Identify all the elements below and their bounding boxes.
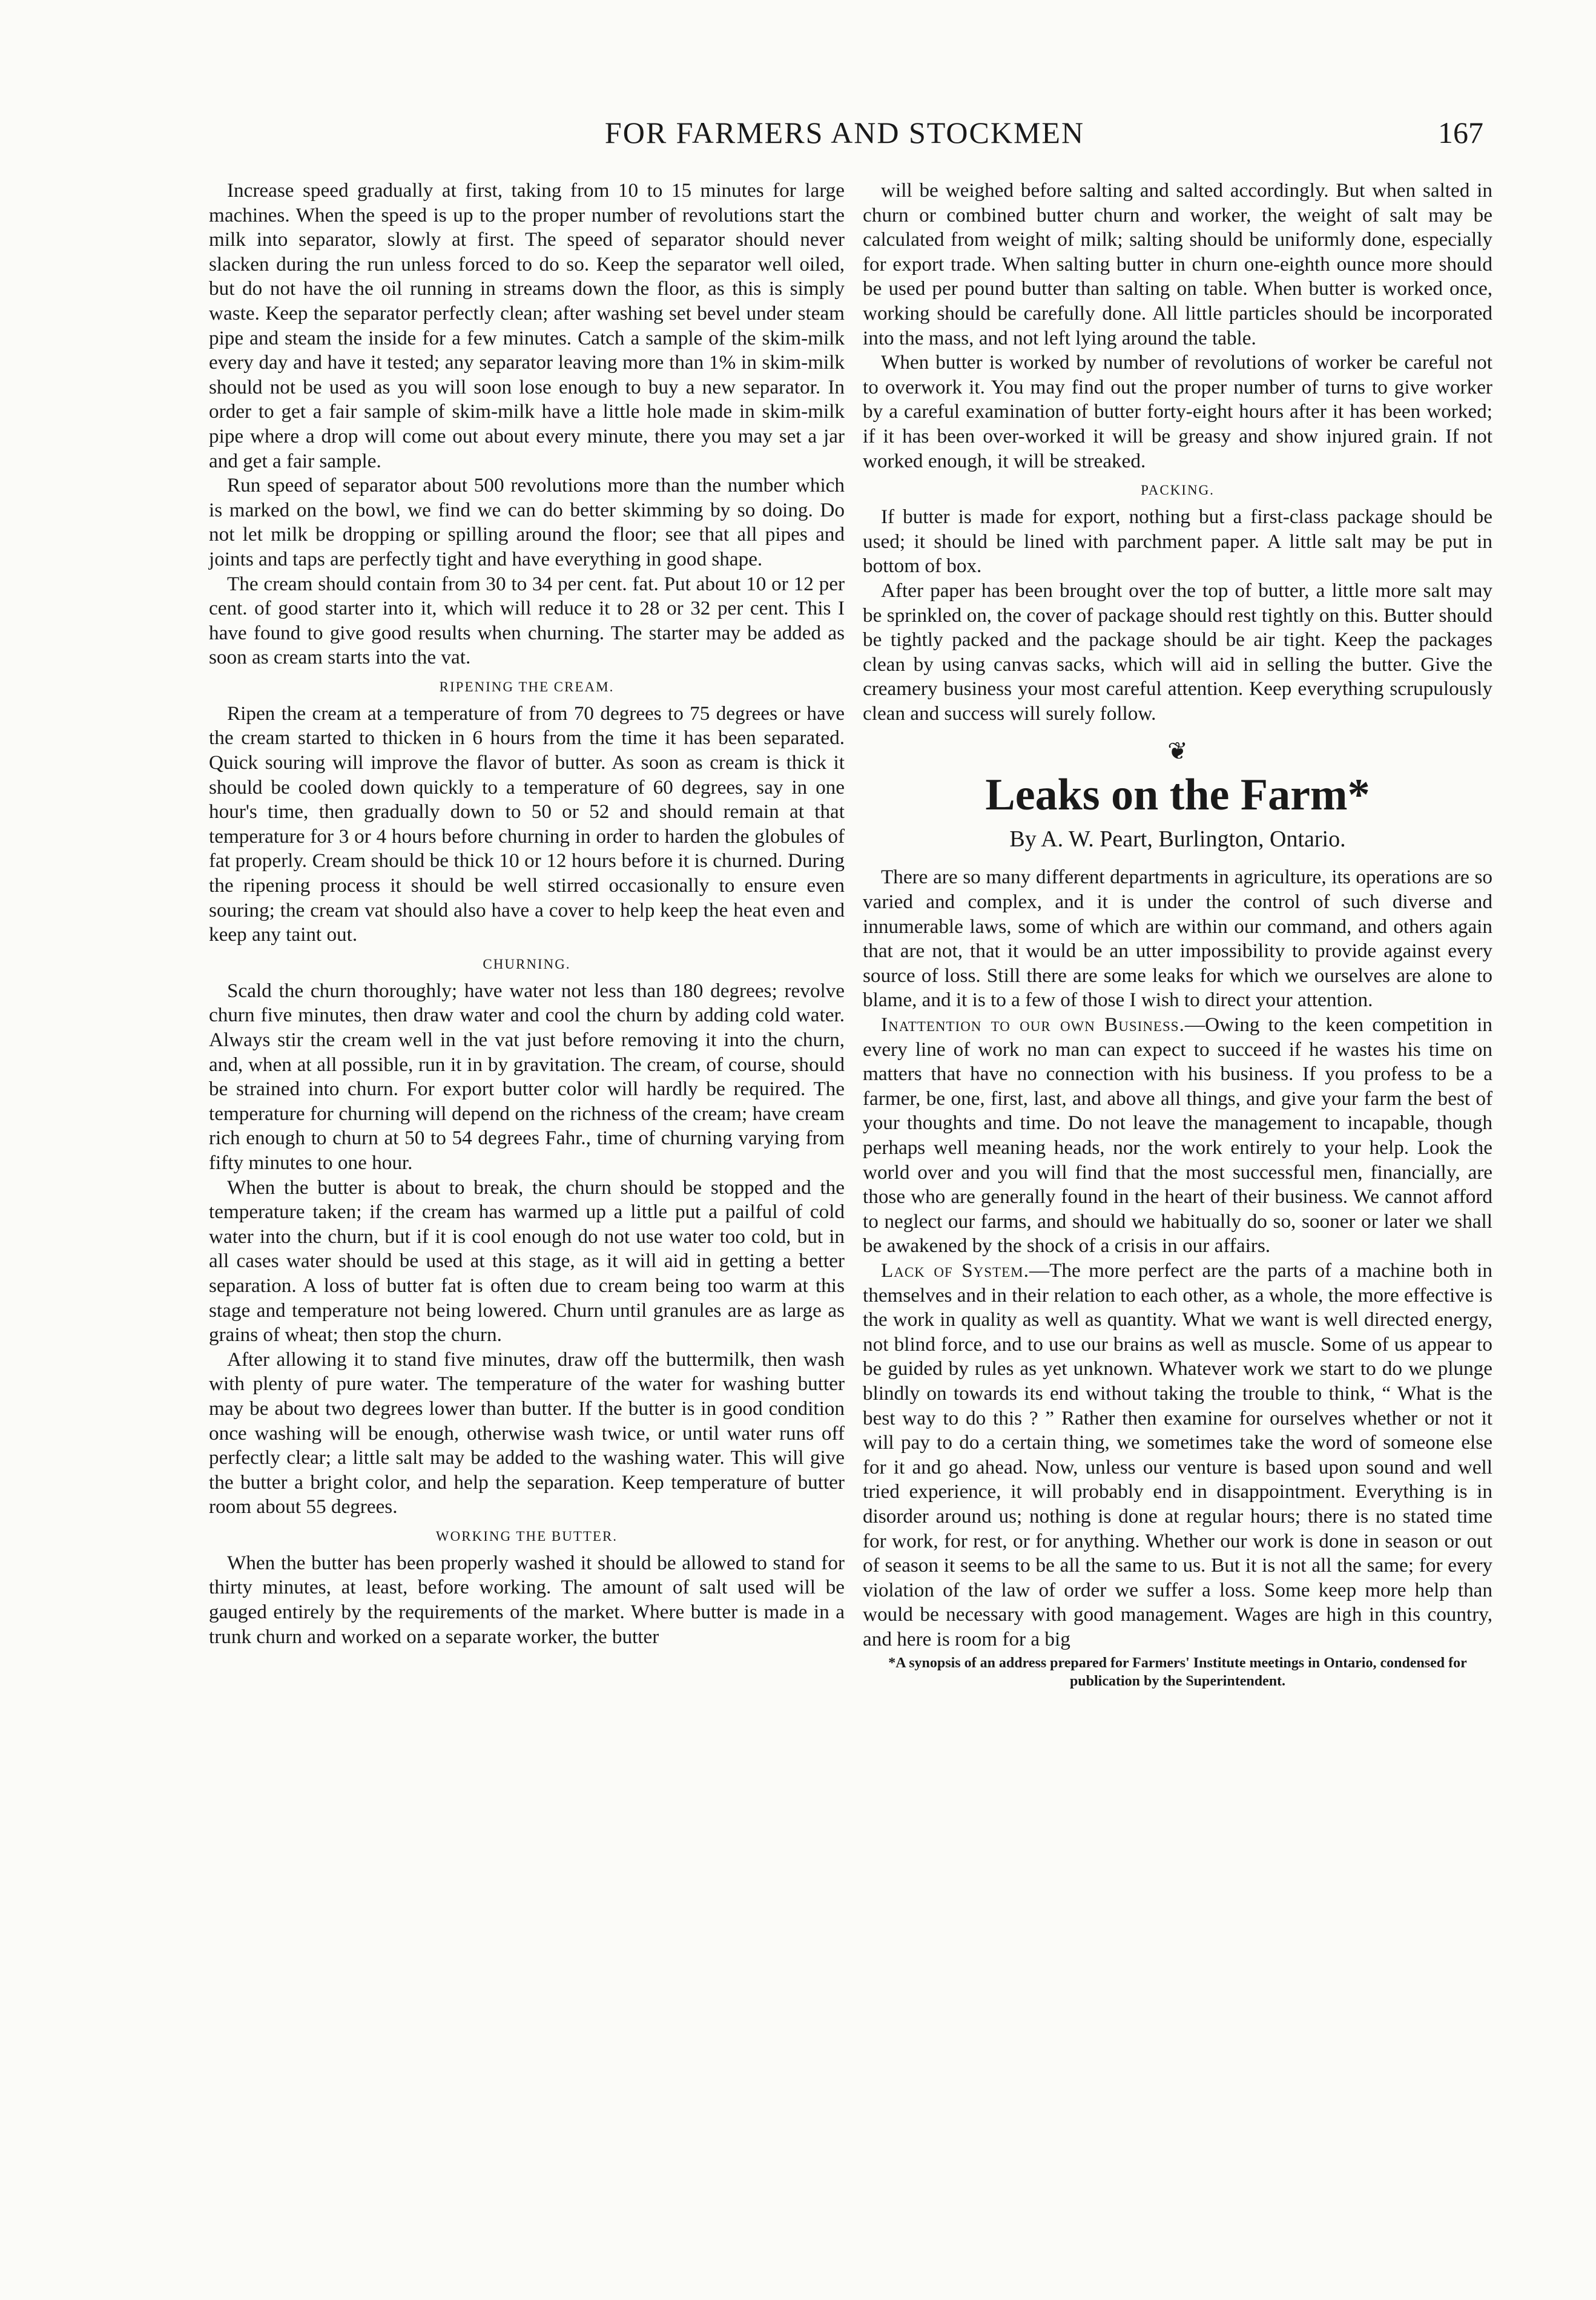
- paragraph: will be weighed before salting and salted accordingly. But when salted in churn or combined butter churn and worker, the weight of salt may be calculated from weight of milk; salting should be uniformly done, especially for export trade. When salting butter in churn one-eighth ounce more should be used per pound butter than salting on table. When butter is worked once, working should be carefully done. All little particles should be incorporated into the mass, and not left lying around the table.: [863, 179, 1492, 349]
- paragraph: After paper has been brought over the top of butter, a little more salt may be sprinkled on, the cover of package should rest tightly on this. Butter should be tightly packed and the package should be air tight. Keep the packages clean by using canvas sacks, which will aid in selling the butter. Give the creamery business your most careful attention. Keep everything scrupulously clean and success will surely follow.: [863, 579, 1492, 725]
- footnote: *A synopsis of an address prepared for Farmers' Institute meetings in Ontario, condensed for publication by the Superintendent.: [888, 1655, 1467, 1690]
- left-column: [209, 179, 845, 1649]
- run-in-heading: Inattention to our own Business.: [881, 1013, 1185, 1036]
- paragraph: Scald the churn thoroughly; have water not less than 180 degrees; revolve churn five minutes, then draw water and cool the churn by adding cold water. Always stir the cream well in the vat just before removing it into the churn, and, when at all possible, run it in by gravitation. The cream, of course, should be strained into churn. For export butter color will hardly be required. The temperature for churning will depend on the richness of the cream; have cream rich enough to churn at 50 to 54 degrees Fahr., time of churning varying from fifty minutes to one hour.: [209, 979, 845, 1174]
- section-ornament-icon: ❦: [1167, 737, 1188, 765]
- paragraph: Increase speed gradually at first, taking from 10 to 15 minutes for large machines. When the speed is up to the proper number of revolutions start the milk into separator, slowly at first. The speed of separator should never slacken during the run unless forced to do so. Keep the separator well oiled, but do not have the oil running in streams down the floor, as this is simply waste. Keep the separator perfectly clean; after washing set bevel under steam pipe and steam the inside for a few minutes. Catch a sample of the skim-milk every day and have it tested; any separator leaving more than 1% in skim-milk should not be used as you will soon lose enough to buy a new separator. In order to get a fair sample of skim-milk have a little hole made in skim-milk pipe where a drop will come out about every minute, there you may set a jar and get a fair sample.: [209, 179, 845, 472]
- paragraph: Ripen the cream at a temperature of from 70 degrees to 75 degrees or have the cream started to thicken in 6 hours from the time it has been separated. Quick souring will improve the flavor of butter. As soon as cream is thick it should be cooled down quickly to a temperature of 60 degrees, say in one hour's time, then gradually down to 50 or 52 and should remain at that temperature for 3 or 4 hours before churning in order to harden the globules of fat properly. Cream should be thick 10 or 12 hours before it is churned. During the ripening process it should be well stirred occasionally to ensure even souring; the cream vat should also have a cover to help keep the heat even and keep any taint out.: [209, 702, 845, 946]
- running-head: FOR FARMERS AND STOCKMEN: [604, 116, 1085, 150]
- section-heading-packing: PACKING.: [1141, 483, 1215, 498]
- page-number: 167: [1438, 116, 1483, 150]
- paragraph: There are so many different departments in agriculture, its operations are so varied and complex, and it is under the control of such diverse and innumerable laws, some of which are within our command, and others again that are not, that it would be an utter impossibility to provide against every source of loss. Still there are some leaks for which we ourselves are alone to blame, and it is to a few of those I wish to direct your attention.: [863, 866, 1492, 1012]
- paragraph: If butter is made for export, nothing but a first-class package should be used; it should be lined with parchment paper. A little salt may be put in bottom of box.: [863, 506, 1492, 578]
- section-heading-working: WORKING THE BUTTER.: [435, 1528, 618, 1544]
- run-in-heading: Lack of System.: [881, 1259, 1029, 1282]
- paragraph: When the butter has been properly washed it should be allowed to stand for thirty minutes, at least, before working. The amount of salt used will be gauged entirely by the requirements of the market. Where butter is made in a trunk churn and worked on a separate worker, the butter: [209, 1551, 845, 1648]
- paragraph: After allowing it to stand five minutes, draw off the buttermilk, then wash with plenty of pure water. The temperature of the water for washing butter may be about two degrees lower than butter. If the butter is in good condition once washing will be enough, otherwise wash twice, or until water runs off perfectly clear; a little salt may be added to the washing water. This will give the butter a bright color, and help the separation. Keep temperature of butter room about 55 degrees.: [209, 1348, 845, 1518]
- paragraph-body: —The more perfect are the parts of a machine both in themselves and in their relation to each other, as a whole, the more effective is the work in quality as well as quantity. What we want is well directed energy, not blind force, and to use our brains as well as muscle. Some of us appear to be guided by rules as yet unknown. Whatever work we start to do we plunge blindly on towards its end without taking the trouble to think, “ What is the best way to do this ? ” Rather then examine for ourselves whether or not it will pay to do a certain thing, we sometimes take the word of someone else for it and go ahead. Now, unless our venture is based upon sound and well tried experience, it will probably end in disappointment. Everything is in disorder around us; nothing is done at regular hours; there is no stated time for work, for rest, or for anything. Whether our work is done in season or out of season it seems to be all the same to us. But it is not all the same; for every violation of the law of order we suffer a loss. Some keep more help than would be necessary with good management. Wages are high in this country, and here is room for a big: [863, 1259, 1492, 1650]
- page-header: [206, 115, 1483, 163]
- paragraph: When the butter is about to break, the churn should be stopped and the temperature taken; if the cream has warmed up a little put a pailful of cold water into the churn, but if it is cool enough do not use water too cold, but in all cases water should be used at this stage, as it will aid in getting a better separation. A loss of butter fat is often due to cream being too warm at this stage and temperature not being lowered. Churn until granules are as large as grains of wheat; then stop the churn.: [209, 1176, 845, 1346]
- right-column: [863, 179, 1492, 1690]
- paragraph-body: —Owing to the keen competition in every line of work no man can expect to succeed if he wastes his time on matters that have no connection with his business. If you profess to be a farmer, be one, first, last, and above all things, and give your farm the best of your thoughts and time. Do not leave the management to incapable, though perhaps well meaning heads, nor the work entirely to your help. Look the world over and you will find that the most successful men, financially, are those who are generally found in the heart of their business. We cannot afford to neglect our farms, and should we habitually do so, sooner or later we shall be awakened by the shock of a crisis in our affairs.: [863, 1013, 1492, 1257]
- section-heading-ripening: RIPENING THE CREAM.: [439, 679, 615, 694]
- paragraph: The cream should contain from 30 to 34 per cent. fat. Put about 10 or 12 per cent. of good starter into it, which will reduce it to 28 or 32 per cent. This I have found to give good results when churning. The starter may be added as soon as cream starts into the vat.: [209, 572, 845, 669]
- paragraph: When butter is worked by number of revolutions of worker be careful not to overwork it. You may find out the proper number of turns to give worker by a careful examination of butter forty-eight hours after it has been worked; if it has been over-worked it will be greasy and show injured grain. If not worked enough, it will be streaked.: [863, 351, 1492, 472]
- section-heading-churning: CHURNING.: [483, 956, 571, 972]
- paragraph: Run speed of separator about 500 revolutions more than the number which is marked on the bowl, we find we can do better skimming by so doing. Do not let milk be dropping or spilling around the floor; see that all pipes and joints and taps are perfectly tight and have everything in good shape.: [209, 474, 845, 570]
- article-title: Leaks on the Farm*: [985, 770, 1370, 820]
- byline: By A. W. Peart, Burlington, Ontario.: [1009, 826, 1346, 852]
- paragraph: [863, 1013, 1492, 1259]
- paragraph: [863, 1259, 1492, 1652]
